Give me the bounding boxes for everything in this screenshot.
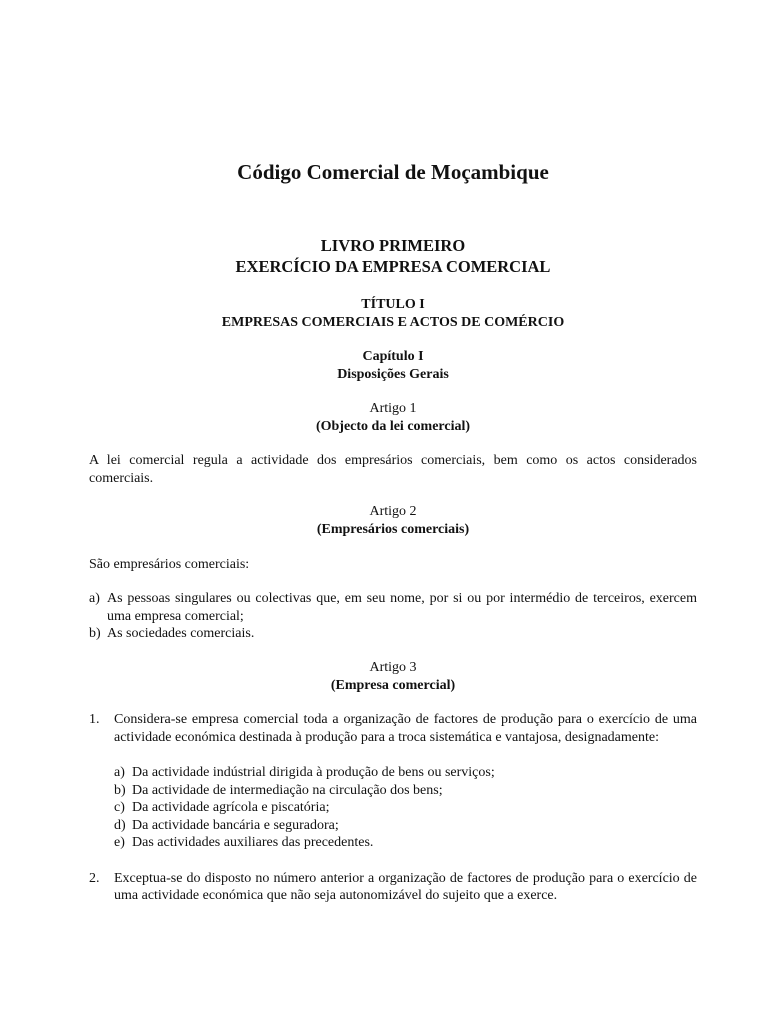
- list-marker: a): [89, 591, 100, 606]
- artigo-3-list: [89, 711, 697, 905]
- artigo-2-intro: São empresários comerciais:: [89, 557, 250, 572]
- sublist-marker: b): [114, 782, 126, 798]
- artigo-1-heading: [89, 400, 697, 435]
- artigo-3-heading: [89, 659, 697, 694]
- sublist-item-text: Da actividade bancária e seguradora;: [132, 817, 339, 833]
- titulo-number: TÍTULO I: [361, 297, 425, 312]
- artigo-number: Artigo 2: [369, 504, 417, 519]
- capitulo-number: Capítulo I: [362, 349, 424, 364]
- sublist-item: [114, 764, 697, 782]
- document-title: Código Comercial de Moçambique: [237, 160, 549, 184]
- artigo-number: Artigo 1: [369, 401, 417, 416]
- list-marker: b): [89, 626, 101, 641]
- list-item-text: Exceptua-se do disposto no número anterior a organização de factores de produção para o exercício de uma actividade económica que não seja autonomizável do sujeito que a exerce.: [114, 870, 697, 903]
- titulo-title: EMPRESAS COMERCIAIS E ACTOS DE COMÉRCIO: [221, 314, 565, 330]
- list-item: [89, 625, 697, 643]
- titulo-heading: [89, 296, 697, 331]
- list-item-text: As pessoas singulares ou colectivas que, em seu nome, por si ou por intermédio de terceiros, exercem uma empresa comercial;: [107, 591, 697, 624]
- sublist-item-text: Da actividade indústrial dirigida à produção de bens ou serviços;: [132, 765, 495, 780]
- book-title: EXERCÍCIO DA EMPRESA COMERCIAL: [235, 257, 551, 276]
- list-item: [89, 870, 697, 905]
- artigo-1-paragraph: A lei comercial regula a actividade dos empresários comerciais, bem como os actos considerados comerciais.: [89, 453, 697, 486]
- sublist-item: [114, 834, 697, 852]
- capitulo-title: Disposições Gerais: [337, 366, 449, 382]
- sublist-item: [114, 782, 697, 800]
- sublist-item: [114, 817, 697, 835]
- capitulo-heading: [89, 348, 697, 383]
- sublist-item-text: Da actividade agrícola e piscatória;: [132, 800, 330, 815]
- list-item-text: Considera-se empresa comercial toda a organização de factores de produção para o exercício de uma actividade económica destinada à produção para a troca sistemática e vantajosa, designadamente:: [114, 712, 697, 745]
- artigo-3-sublist: [114, 764, 697, 852]
- book-number: LIVRO PRIMEIRO: [320, 236, 466, 255]
- sublist-item-text: Das actividades auxiliares das precedentes.: [132, 835, 374, 850]
- sublist-marker: d): [114, 817, 126, 833]
- sublist-marker: e): [114, 835, 125, 850]
- sublist-item: [114, 799, 697, 817]
- book-heading: [89, 235, 697, 277]
- artigo-number: Artigo 3: [369, 660, 417, 675]
- list-item-text: As sociedades comerciais.: [107, 626, 255, 641]
- artigo-2-heading: [89, 503, 697, 538]
- list-marker: 2.: [89, 870, 100, 886]
- list-item: [89, 590, 697, 625]
- artigo-2-list: [89, 590, 697, 643]
- sublist-marker: a): [114, 765, 125, 780]
- list-item: [89, 711, 697, 852]
- artigo-title: (Empresários comerciais): [316, 521, 470, 537]
- sublist-marker: c): [114, 800, 125, 815]
- sublist-item-text: Da actividade de intermediação na circulação dos bens;: [132, 782, 443, 798]
- list-marker: 1.: [89, 712, 100, 727]
- artigo-title: (Objecto da lei comercial): [315, 418, 471, 434]
- artigo-title: (Empresa comercial): [330, 677, 456, 693]
